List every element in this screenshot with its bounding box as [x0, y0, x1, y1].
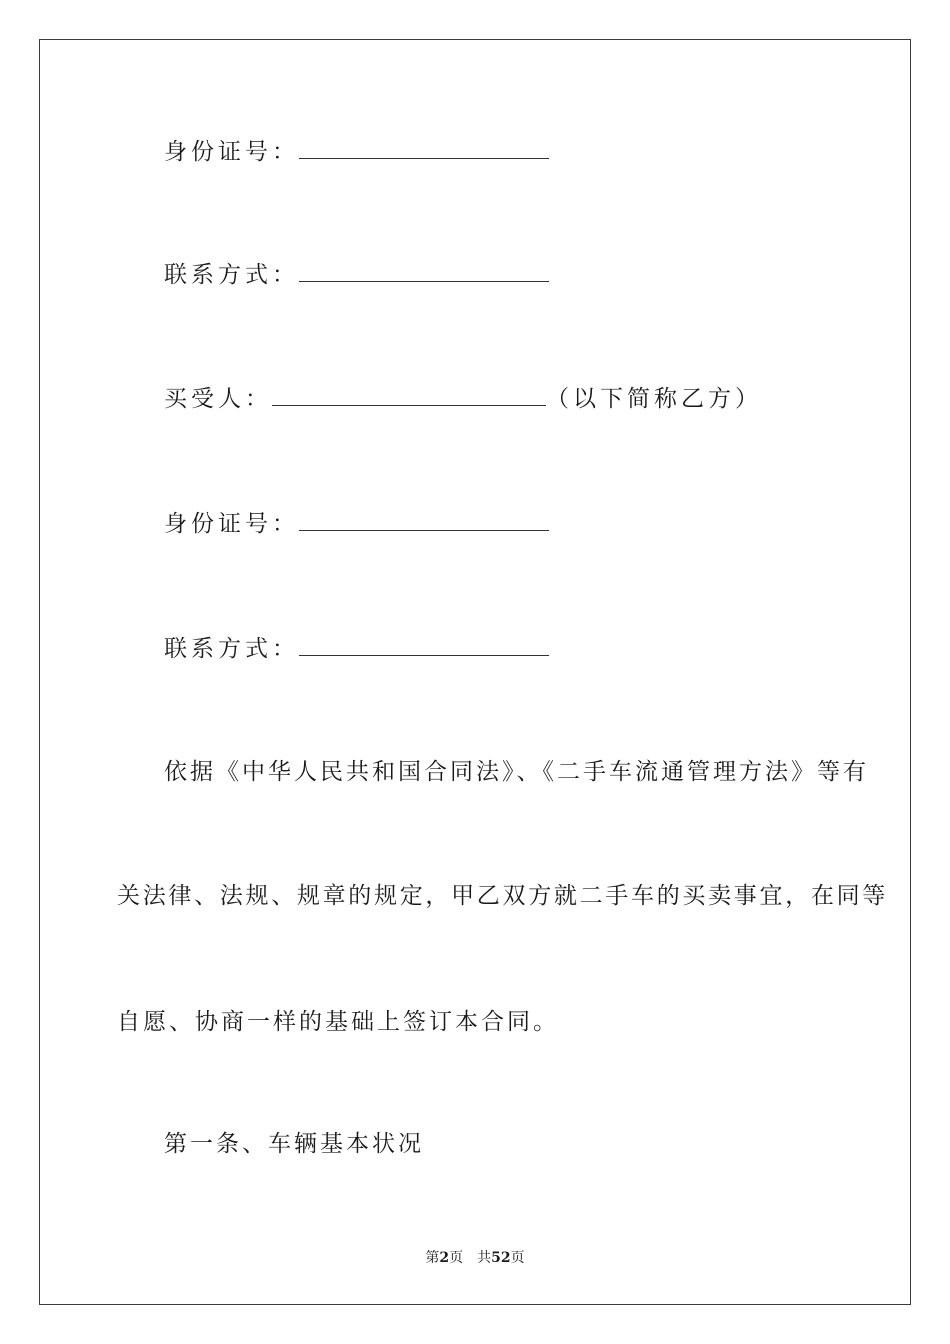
- buyer-contact-blank[interactable]: [299, 633, 549, 656]
- buyer-name-blank[interactable]: [272, 383, 546, 406]
- paragraph-line-3: 自愿、协商一样的基础上签订本合同。: [117, 1009, 559, 1035]
- buyer-id-label: 身份证号：: [164, 511, 299, 537]
- page-prefix: 第: [425, 1250, 440, 1266]
- page-current: 2: [439, 1250, 450, 1266]
- page-mid: 页 共: [449, 1250, 492, 1266]
- paragraph-line-1: 依据《中华人民共和国合同法》、《二手车流通管理方法》等有: [164, 759, 869, 785]
- buyer-label: 买受人：: [164, 386, 272, 412]
- seller-id-label: 身份证号：: [164, 139, 299, 165]
- buyer-row: [164, 383, 762, 414]
- buyer-id-blank[interactable]: [299, 508, 549, 531]
- page-border: [39, 39, 911, 1305]
- article-title: 第一条、车辆基本状况: [164, 1131, 424, 1157]
- page-suffix: 页: [510, 1250, 525, 1266]
- buyer-contact-row: [164, 633, 549, 664]
- buyer-id-row: [164, 508, 549, 539]
- page-number-footer: [0, 1247, 950, 1267]
- seller-id-blank[interactable]: [299, 136, 549, 159]
- buyer-contact-label: 联系方式：: [164, 636, 299, 662]
- seller-contact-label: 联系方式：: [164, 262, 299, 288]
- page-total: 52: [491, 1250, 511, 1266]
- seller-contact-blank[interactable]: [299, 259, 549, 282]
- seller-id-row: [164, 136, 549, 167]
- buyer-suffix: （以下简称乙方）: [546, 386, 762, 412]
- paragraph-line-2: 关法律、法规、规章的规定，甲乙双方就二手车的买卖事宜，在同等: [117, 883, 888, 909]
- seller-contact-row: [164, 259, 549, 290]
